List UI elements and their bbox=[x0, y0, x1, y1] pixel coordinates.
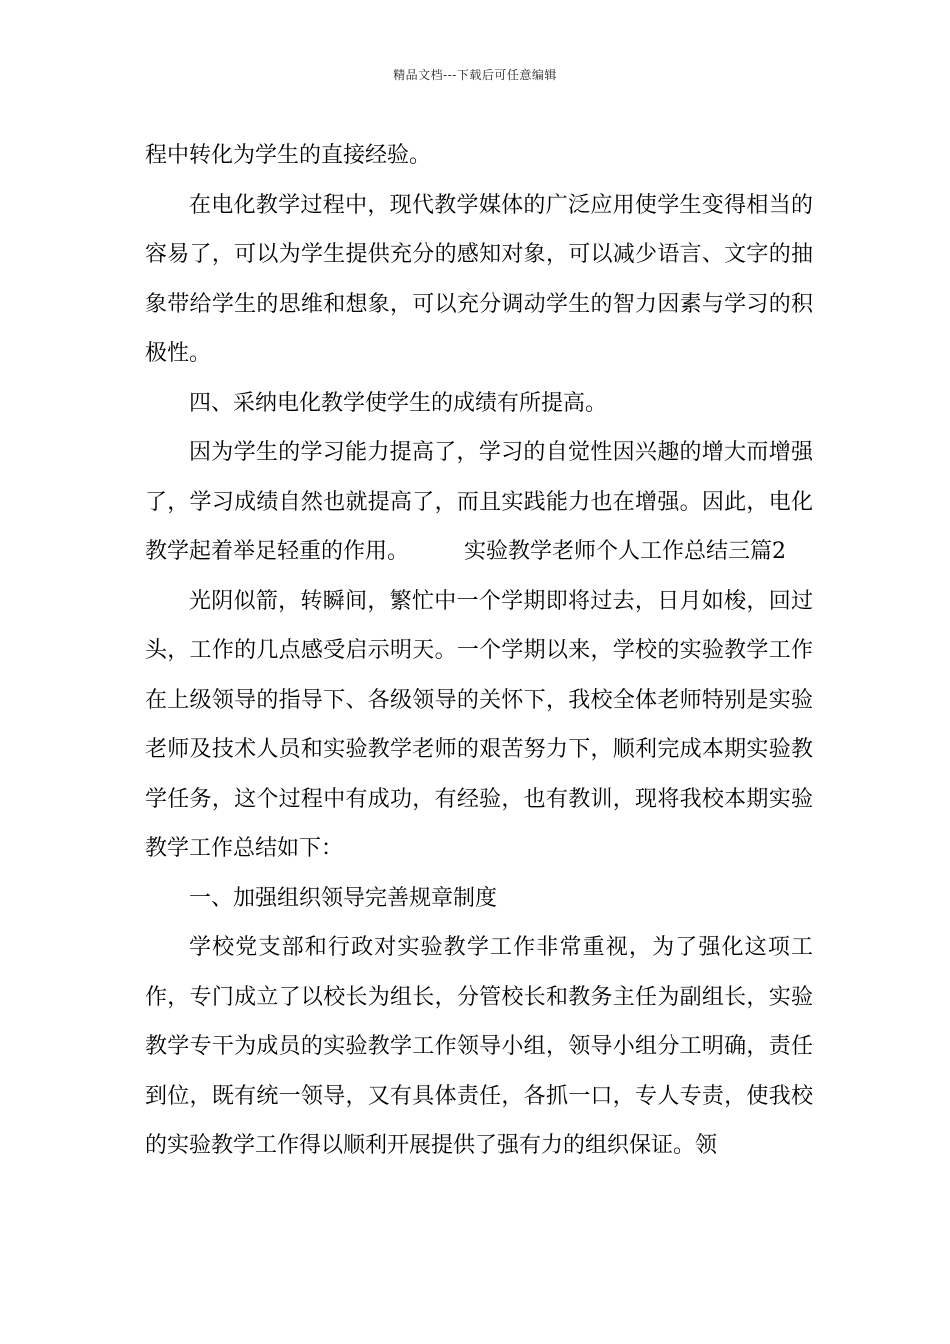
paragraph-3: 四、采纳电化教学使学生的成绩有所提高。 bbox=[189, 390, 608, 416]
paragraph-5: 光阴似箭，转瞬间，繁忙中一个学期即将过去，日月如梭，回过头，工作的几点感受启示明天。一个学期以来，学校的实验教学工作在上级领导的指导下、各级领导的关怀下，我校全体老师特别是实验老师及技术人员和实验教学老师的艰苦努力下，顺利完成本期实验教学任务，这个过程中有成功，有经验，也有教训，现将我校本期实验教学工作总结如下： bbox=[145, 588, 813, 861]
paragraph-7: 学校党支部和行政对实验教学工作非常重视，为了强化这项工作，专门成立了以校长为组长，分管校长和教务主任为副组长，实验教学专干为成员的实验教学工作领导小组，领导小组分工明确，责任到位，既有统一领导，又有具体责任，各抓一口，专人专责，使我校的实验教学工作得以顺利开展提供了强有力的组织保证。领 bbox=[145, 935, 813, 1158]
paragraph-6: 一、加强组织领导完善规章制度 bbox=[189, 885, 498, 911]
document-body bbox=[145, 131, 813, 1171]
paragraph-2: 在电化教学过程中，现代教学媒体的广泛应用使学生变得相当的容易了，可以为学生提供充分的感知对象，可以减少语言、文字的抽象带给学生的思维和想象，可以充分调动学生的智力因素与学习的积极性。 bbox=[145, 192, 813, 366]
paragraph-1: 程中转化为学生的直接经验。 bbox=[145, 143, 432, 168]
paragraph-4: 因为学生的学习能力提高了，学习的自觉性因兴趣的增大而增强了，学习成绩自然也就提高了，而且实践能力也在增强。因此，电化教学起着举足轻重的作用。 实验教学老师个人工作总结三篇2 bbox=[145, 440, 813, 564]
page-header: 精品文档---下载后可任意编辑 bbox=[393, 68, 557, 82]
